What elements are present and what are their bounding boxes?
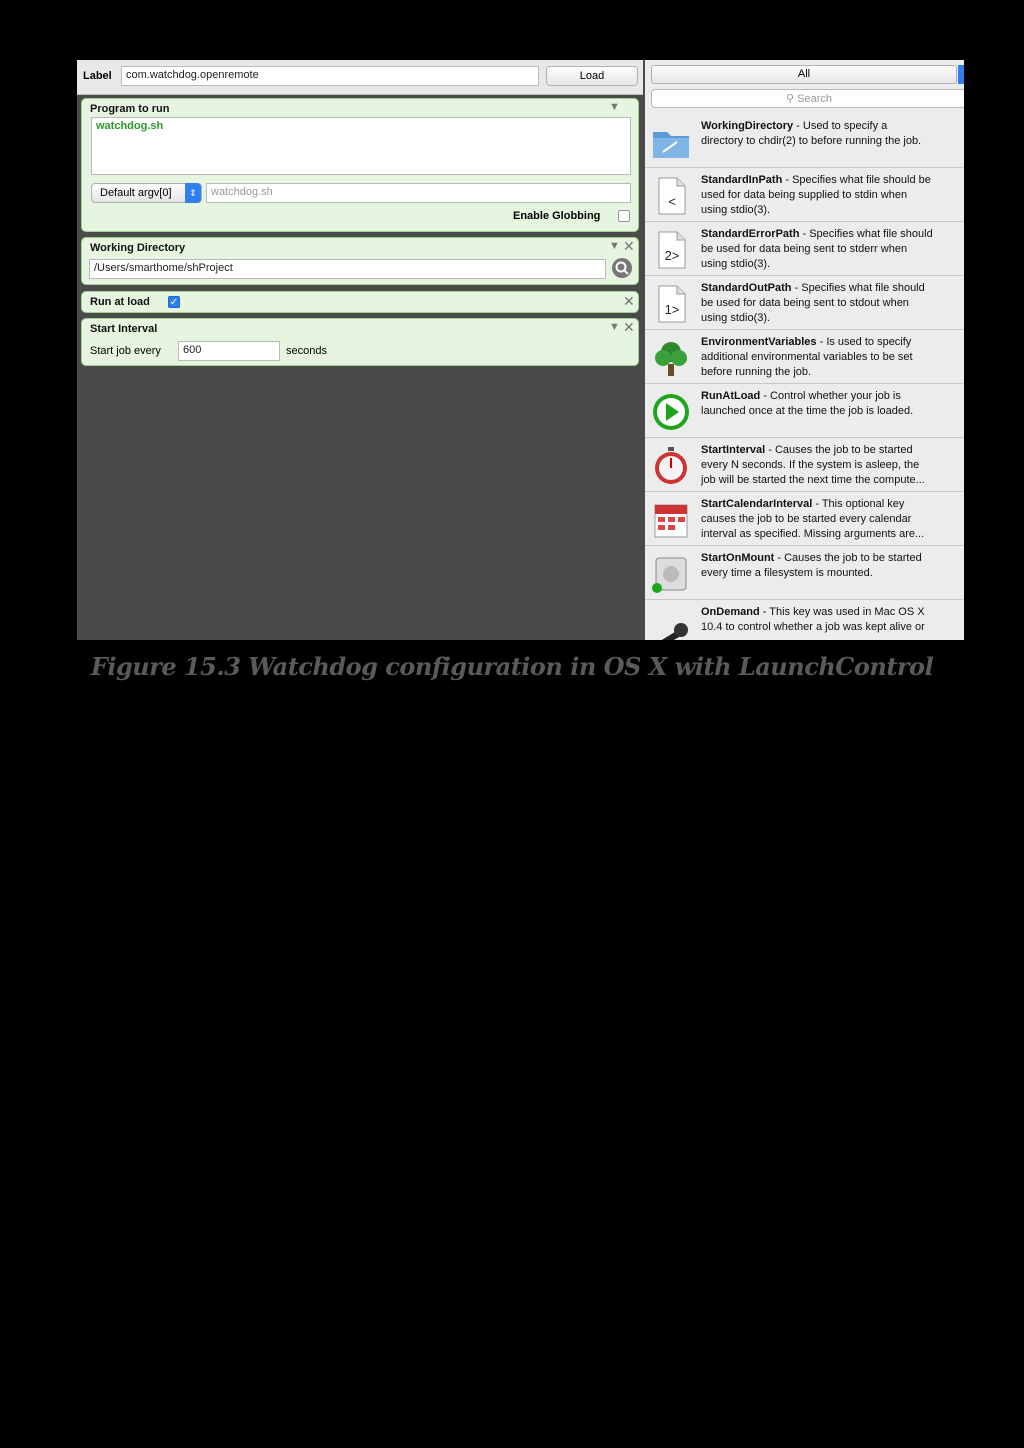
start-interval-prefix: Start job every (90, 345, 161, 357)
key-name: RunAtLoad (701, 390, 761, 402)
run-at-load-panel (81, 291, 639, 313)
filter-select-arrow[interactable] (958, 65, 964, 84)
key-item-startcalendarinterval[interactable] (645, 492, 964, 546)
key-item-startonmount[interactable] (645, 546, 964, 600)
key-description: StartOnMount - Causes the job to be started every time a filesystem is mounted. (701, 552, 922, 579)
key-description: StandardOutPath - Specifies what file should be used for data being sent to stdout when using stdio(3). (701, 282, 925, 324)
stdout-document-icon (651, 284, 691, 324)
svg-text:1>: 1> (664, 302, 680, 317)
label-input[interactable]: com.watchdog.openremote (121, 66, 539, 86)
argv-select[interactable] (91, 183, 202, 203)
label-bar (77, 60, 643, 95)
microphone-icon (651, 608, 691, 640)
close-icon[interactable]: ✕ (623, 319, 635, 335)
folder-icon (651, 122, 691, 162)
key-name: StandardOutPath (701, 282, 792, 294)
close-icon[interactable]: ✕ (623, 293, 635, 309)
svg-text:2>: 2> (664, 248, 680, 263)
key-item-standardinpath[interactable] (645, 168, 964, 222)
key-description: OnDemand - This key was used in Mac OS X 10.4 to control whether a job was kept alive or (701, 606, 925, 633)
program-title: Program to run (90, 103, 170, 115)
working-directory-panel (81, 237, 639, 285)
collapse-icon[interactable]: ▼ (609, 101, 620, 113)
key-description: WorkingDirectory - Used to specify a directory to chdir(2) to before running the job. (701, 120, 922, 147)
key-description: StartCalendarInterval - This optional key causes the job to be started every calendar interval as specified. Missing arguments are... (701, 498, 925, 540)
key-name: StartCalendarInterval (701, 498, 813, 510)
load-button[interactable]: Load (546, 66, 638, 86)
search-input[interactable] (651, 89, 964, 108)
key-name: StandardInPath (701, 174, 783, 186)
key-item-startinterval[interactable] (645, 438, 964, 492)
key-description: EnvironmentVariables - Is used to specify additional environmental variables to be set before running the job. (701, 336, 913, 378)
working-directory-input[interactable]: /Users/smarthome/shProject (89, 259, 606, 279)
program-panel (81, 98, 639, 232)
key-name: OnDemand (701, 606, 760, 618)
key-item-runatload[interactable] (645, 384, 964, 438)
key-name: WorkingDirectory (701, 120, 794, 132)
globbing-label: Enable Globbing (513, 210, 601, 222)
run-at-load-checkbox[interactable]: ✓ (169, 297, 179, 308)
globbing-checkbox[interactable] (618, 210, 630, 222)
svg-text:<: < (668, 194, 676, 209)
key-item-standardoutpath[interactable] (645, 276, 964, 330)
start-interval-suffix: seconds (286, 345, 327, 357)
start-interval-title: Start Interval (90, 323, 158, 335)
editor-pane (77, 60, 643, 640)
browse-search-icon[interactable] (612, 258, 632, 278)
select-arrows-icon: ⇕ (185, 183, 201, 203)
key-item-ondemand[interactable] (645, 600, 964, 640)
run-at-load-title: Run at load (90, 296, 150, 308)
keys-library-pane (645, 60, 964, 640)
label-caption: Label (83, 70, 112, 82)
key-item-environmentvariables[interactable] (645, 330, 964, 384)
search-placeholder: Search (797, 93, 832, 105)
play-icon (651, 392, 691, 432)
stdin-document-icon (651, 176, 691, 216)
calendar-icon (651, 500, 691, 540)
key-description: RunAtLoad - Control whether your job is launched once at the time the job is loaded. (701, 390, 914, 417)
launchcontrol-window (77, 60, 964, 640)
start-interval-input[interactable]: 600 (178, 341, 280, 361)
key-item-workingdirectory[interactable] (645, 114, 964, 168)
key-name: StartOnMount (701, 552, 775, 564)
argv-select-label: Default argv[0] (100, 187, 172, 199)
argv-input[interactable]: watchdog.sh (206, 183, 631, 203)
figure-caption: Figure 15.3 Watchdog configuration in OS X with LaunchControl (90, 652, 934, 681)
stderr-document-icon (651, 230, 691, 270)
key-name: StartInterval (701, 444, 766, 456)
stopwatch-icon (651, 446, 691, 486)
tree-icon (651, 338, 691, 378)
key-item-standarderrorpath[interactable] (645, 222, 964, 276)
collapse-icon[interactable]: ▼ (609, 240, 620, 252)
search-icon: ⚲ (786, 93, 795, 105)
disk-icon (651, 554, 691, 594)
key-name: StandardErrorPath (701, 228, 800, 240)
working-directory-title: Working Directory (90, 242, 186, 254)
key-name: EnvironmentVariables (701, 336, 817, 348)
collapse-icon[interactable]: ▼ (609, 321, 620, 333)
key-description: StartInterval - Causes the job to be started every N seconds. If the system is asleep, the job will be started the next time the compute... (701, 444, 925, 486)
filter-select[interactable]: All (651, 65, 957, 84)
key-description: StandardErrorPath - Specifies what file should be used for data being sent to stderr when using stdio(3). (701, 228, 933, 270)
key-description: StandardInPath - Specifies what file should be used for data being supplied to stdin when using stdio(3). (701, 174, 931, 216)
start-interval-panel (81, 318, 639, 366)
close-icon[interactable]: ✕ (623, 238, 635, 254)
program-textarea[interactable]: watchdog.sh (91, 117, 631, 175)
